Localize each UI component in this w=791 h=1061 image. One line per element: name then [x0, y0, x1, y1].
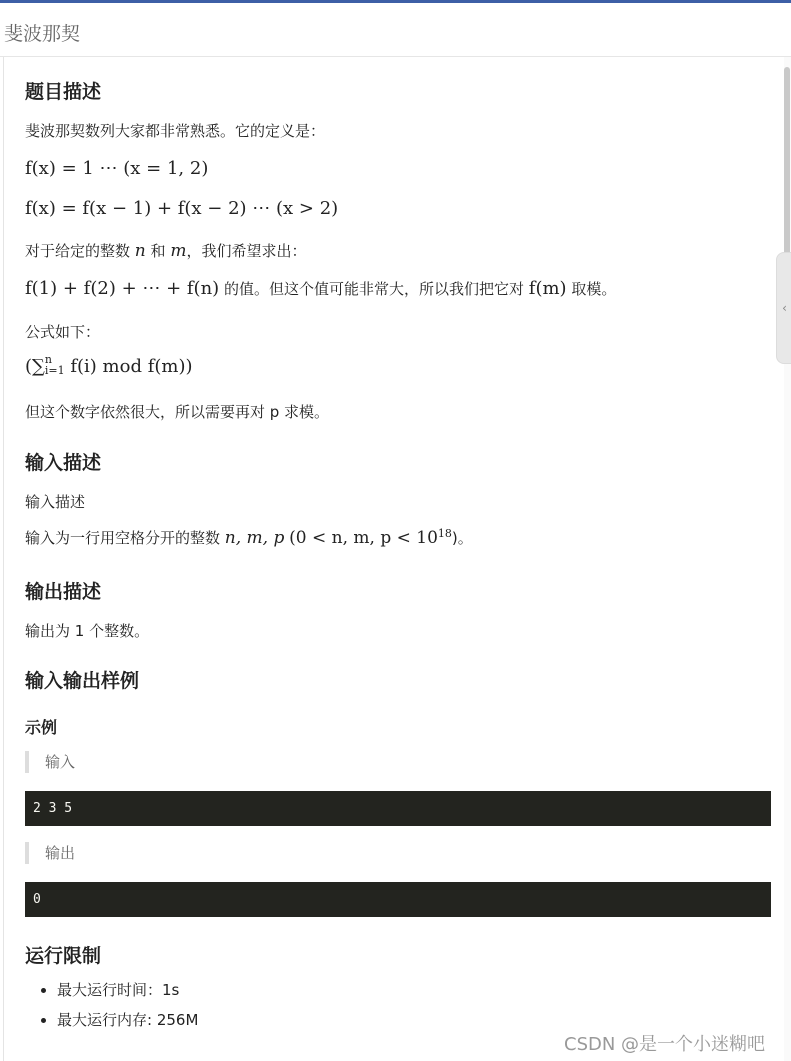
heading-input: 输入描述	[25, 452, 102, 474]
sum-expression: f(1) + f(2) + ⋯ + f(n)	[25, 278, 220, 299]
formula-label: 公式如下：	[25, 323, 101, 341]
sum-upper: n	[44, 353, 52, 366]
vertical-scrollbar[interactable]	[784, 57, 791, 1061]
ask-and: 和	[150, 242, 166, 260]
limit-time: • 最大运行时间：1s	[57, 975, 198, 1005]
fm-expression: f(m)	[528, 278, 567, 299]
limits-list	[25, 975, 198, 1035]
mod-text: 取模。	[571, 280, 617, 298]
chevron-left-icon: ‹	[782, 301, 787, 315]
input-label-quote: 输入	[25, 751, 345, 773]
heading-output: 输出描述	[25, 581, 102, 603]
ask-n: n	[134, 241, 146, 261]
ask-line	[25, 240, 306, 261]
input-text	[25, 527, 473, 548]
output-text: 输出为 1 个整数。	[25, 622, 150, 640]
csdn-watermark: CSDN @是一个小迷糊吧	[564, 1034, 766, 1055]
formula-3-open: (	[25, 356, 33, 377]
formula-3-rest: f(i) mod f(m))	[70, 356, 193, 377]
input-subtext: 输入描述	[25, 493, 86, 511]
side-panel-toggle[interactable]	[776, 252, 791, 364]
input-range: (0 < n, m, p < 10	[289, 528, 438, 548]
example-label: 示例	[25, 718, 58, 737]
heading-limits: 运行限制	[25, 945, 102, 967]
input-vars: n, m, p	[224, 528, 285, 548]
page-header	[0, 3, 791, 57]
sum-symbol: ∑	[32, 356, 45, 377]
sum-text: 的值。但这个值可能非常大，所以我们把它对	[223, 280, 524, 298]
heading-samples: 输入输出样例	[25, 670, 140, 692]
input-code-block[interactable]: 2 3 5	[25, 791, 771, 826]
sum-line	[25, 278, 616, 299]
problem-panel	[3, 57, 785, 1061]
formula-2: f(x) = f(x − 1) + f(x − 2) ⋯ (x > 2)	[25, 198, 339, 219]
output-code-block[interactable]: 0	[25, 882, 771, 917]
scrollbar-thumb[interactable]	[784, 67, 790, 267]
page-title: 斐波那契	[4, 23, 81, 45]
intro-text: 斐波那契数列大家都非常熟悉。它的定义是：	[25, 122, 326, 140]
sum-lower: i=1	[44, 364, 65, 377]
formula-3	[25, 353, 193, 378]
output-label-quote: 输出	[25, 842, 345, 864]
input-range-sup: 18	[437, 527, 452, 540]
ask-m: m	[170, 241, 187, 261]
ask-prefix: 对于给定的整数	[25, 242, 131, 260]
heading-description: 题目描述	[25, 81, 102, 103]
ask-suffix: ，我们希望求出：	[186, 242, 307, 260]
input-range-end: )。	[451, 529, 473, 547]
note-text: 但这个数字依然很大，所以需要再对 p 求模。	[25, 403, 330, 421]
limit-memory: • 最大运行内存: 256M	[57, 1005, 198, 1035]
input-text-prefix: 输入为一行用空格分开的整数	[25, 529, 221, 547]
formula-1: f(x) = 1 ⋯ (x = 1, 2)	[25, 158, 209, 179]
